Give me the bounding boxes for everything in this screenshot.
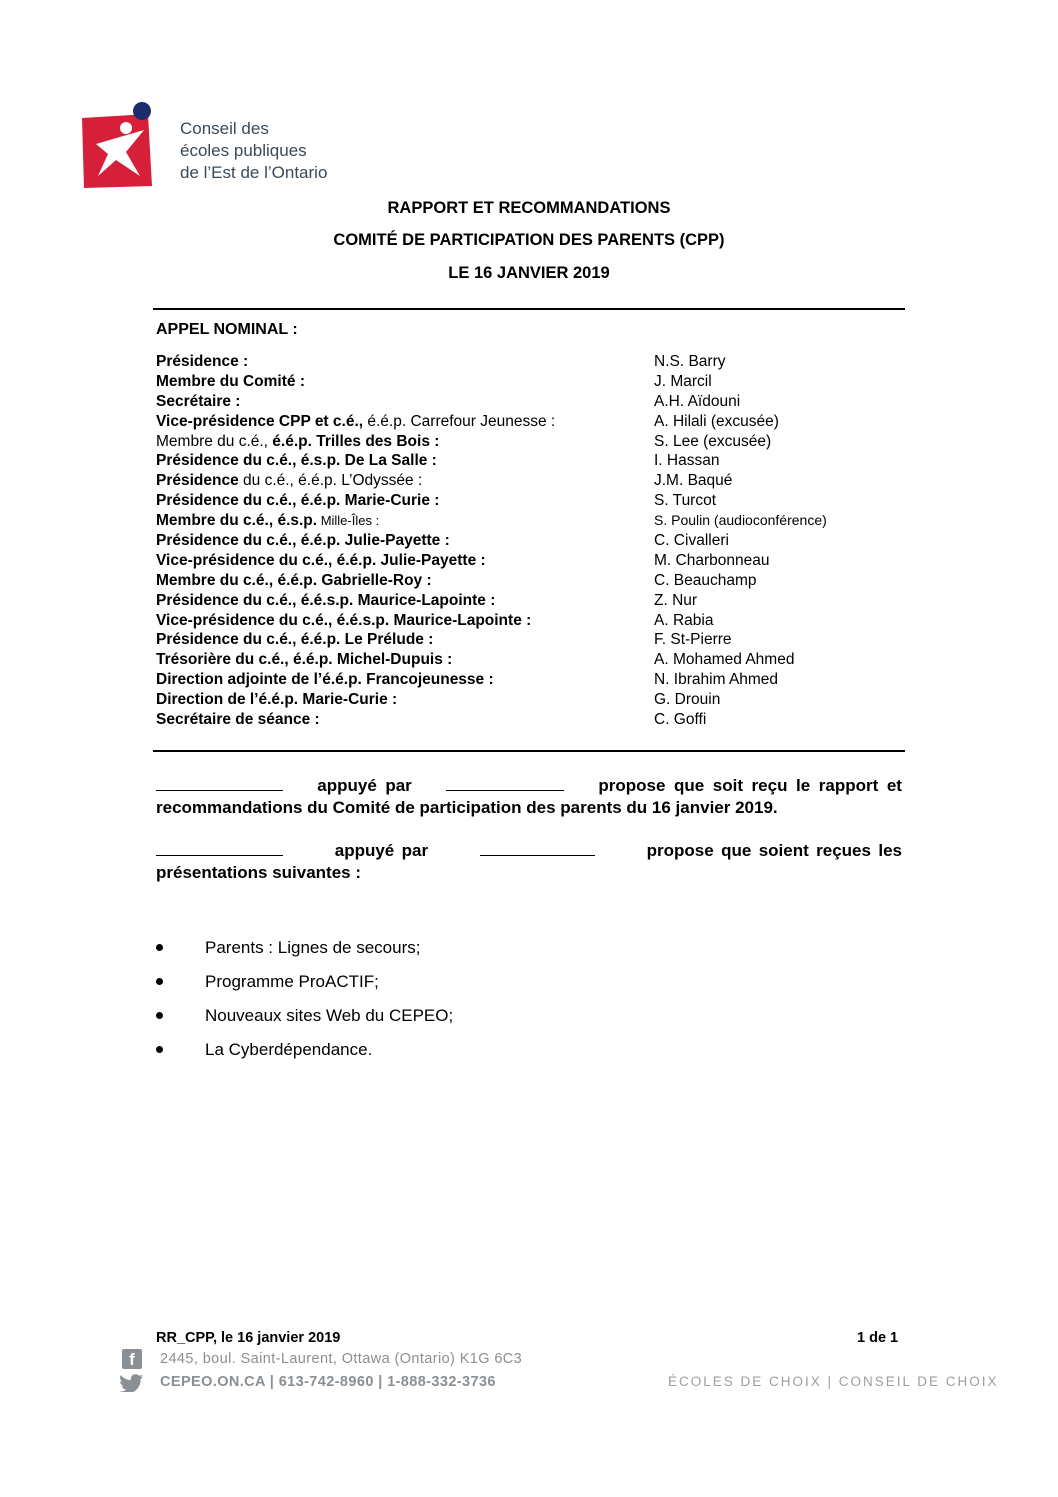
member-name: A. Rabia xyxy=(654,611,714,629)
member-name: A. Mohamed Ahmed xyxy=(654,651,795,669)
member-role: Membre du c.é., é.é.p. Gabrielle-Roy : xyxy=(156,571,432,589)
member-role: Membre du Comité : xyxy=(156,372,305,390)
member-role: Présidence du c.é., é.é.p. Le Prélude : xyxy=(156,631,434,649)
meeting-date-title: LE 16 JANVIER 2019 xyxy=(448,264,610,282)
member-role: Membre du c.é., é.s.p. Mille-Îles : xyxy=(156,512,380,530)
member-role: Membre du c.é., é.é.p. Trilles des Bois : xyxy=(156,432,440,450)
motion-receive-report xyxy=(156,775,902,819)
logo-line: écoles publiques xyxy=(180,141,307,160)
roll-call-row xyxy=(156,451,876,471)
seconded-label: appuyé par xyxy=(334,841,429,860)
bottom-divider xyxy=(153,750,905,752)
logo-line: de l’Est de l’Ontario xyxy=(180,163,328,182)
member-role: Trésorière du c.é., é.é.p. Michel-Dupuis : xyxy=(156,651,453,669)
roll-call-row xyxy=(156,690,876,710)
roll-call-row xyxy=(156,412,876,432)
member-role: Vice-présidence du c.é., é.é.p. Julie-Payette : xyxy=(156,551,486,569)
member-role: Direction de l’é.é.p. Marie-Curie : xyxy=(156,691,398,709)
member-name: G. Drouin xyxy=(654,691,721,709)
roll-call-row xyxy=(156,571,876,591)
seconded-label: appuyé par xyxy=(317,776,412,795)
seconder-blank[interactable] xyxy=(446,776,564,791)
member-role: Présidence du c.é., é.é.s.p. Maurice-Lapointe : xyxy=(156,591,496,609)
roll-call-row xyxy=(156,511,876,531)
member-name: Z. Nur xyxy=(654,591,698,609)
bullet-icon xyxy=(156,1012,163,1019)
roll-call-row xyxy=(156,491,876,511)
roll-call-list xyxy=(156,352,876,730)
cepeo-logo-mark xyxy=(80,100,164,190)
member-role: Secrétaire : xyxy=(156,392,241,410)
roll-call-row xyxy=(156,551,876,571)
member-name: A.H. Aïdouni xyxy=(654,392,741,410)
report-title: RAPPORT ET RECOMMANDATIONS xyxy=(387,199,671,217)
roll-call-row xyxy=(156,372,876,392)
logo-wordmark xyxy=(180,118,327,184)
member-name: F. St-Pierre xyxy=(654,631,732,649)
member-role: Présidence du c.é., é.s.p. De La Salle : xyxy=(156,452,437,470)
member-name: M. Charbonneau xyxy=(654,551,770,569)
motion-text: propose que soient reçues les présentations suivantes : xyxy=(156,841,902,882)
roll-call-row xyxy=(156,710,876,730)
committee-title: COMITÉ DE PARTICIPATION DES PARENTS (CPP) xyxy=(333,231,725,249)
roll-call-row xyxy=(156,630,876,650)
address-text: 2445, boul. Saint-Laurent, Ottawa (Ontario) K1G 6C3 xyxy=(160,1351,523,1367)
roll-call-row xyxy=(156,531,876,551)
member-name: C. Beauchamp xyxy=(654,571,757,589)
roll-call-row xyxy=(156,432,876,452)
roll-call-row xyxy=(156,591,876,611)
facebook-icon[interactable]: f xyxy=(122,1349,142,1369)
member-name: A. Hilali (excusée) xyxy=(654,412,779,430)
member-name: I. Hassan xyxy=(654,452,720,470)
member-role: Secrétaire de séance : xyxy=(156,711,320,729)
page-number: 1 de 1 xyxy=(857,1330,899,1346)
roll-call-row xyxy=(156,392,876,412)
member-name: J.M. Baqué xyxy=(654,472,733,490)
member-role: Présidence : xyxy=(156,353,249,370)
member-role: Présidence du c.é., é.é.p. Julie-Payette : xyxy=(156,532,450,550)
member-role: Présidence du c.é., é.é.p. L’Odyssée : xyxy=(156,472,423,490)
roll-call-row xyxy=(156,650,876,670)
roll-call-row xyxy=(156,670,876,690)
member-role: Direction adjointe de l’é.é.p. Francojeunesse : xyxy=(156,671,494,689)
document-reference: RR_CPP, le 16 janvier 2019 xyxy=(156,1330,341,1346)
member-name: C. Goffi xyxy=(654,711,707,729)
mover-blank[interactable] xyxy=(156,841,283,856)
member-name: S. Turcot xyxy=(654,492,717,510)
bullet-icon xyxy=(156,1046,163,1053)
roll-call-row xyxy=(156,611,876,631)
roll-call-heading: APPEL NOMINAL : xyxy=(156,321,298,338)
roll-call-row xyxy=(156,471,876,491)
logo-line: Conseil des xyxy=(180,119,269,138)
member-name: N. Ibrahim Ahmed xyxy=(654,671,779,689)
member-name: S. Poulin (audioconférence) xyxy=(654,512,827,529)
roll-call-row xyxy=(156,352,876,372)
bullet-icon xyxy=(156,944,163,951)
tagline: ÉCOLES DE CHOIX | CONSEIL DE CHOIX xyxy=(668,1374,999,1389)
member-name: N.S. Barry xyxy=(654,353,726,370)
bullet-icon xyxy=(156,978,163,985)
member-role: Vice-présidence du c.é., é.é.s.p. Maurice-Lapointe : xyxy=(156,611,532,629)
member-name: J. Marcil xyxy=(654,372,712,390)
member-role: Présidence du c.é., é.é.p. Marie-Curie : xyxy=(156,492,440,510)
seconder-blank[interactable] xyxy=(480,841,595,856)
motion-receive-presentations xyxy=(156,840,902,884)
top-divider xyxy=(153,308,905,310)
contact-line: CEPEO.ON.CA | 613-742-8960 | 1-888-332-3736 xyxy=(160,1374,496,1390)
member-name: C. Civalleri xyxy=(654,532,729,550)
member-name: S. Lee (excusée) xyxy=(654,432,772,450)
motion-text: propose que soit reçu le rapport et recommandations du Comité de participation des parents du 16 janvier 2019. xyxy=(156,776,902,817)
mover-blank[interactable] xyxy=(156,776,283,791)
member-role: Vice-présidence CPP et c.é., é.é.p. Carrefour Jeunesse : xyxy=(156,412,556,430)
twitter-icon[interactable] xyxy=(118,1374,144,1392)
